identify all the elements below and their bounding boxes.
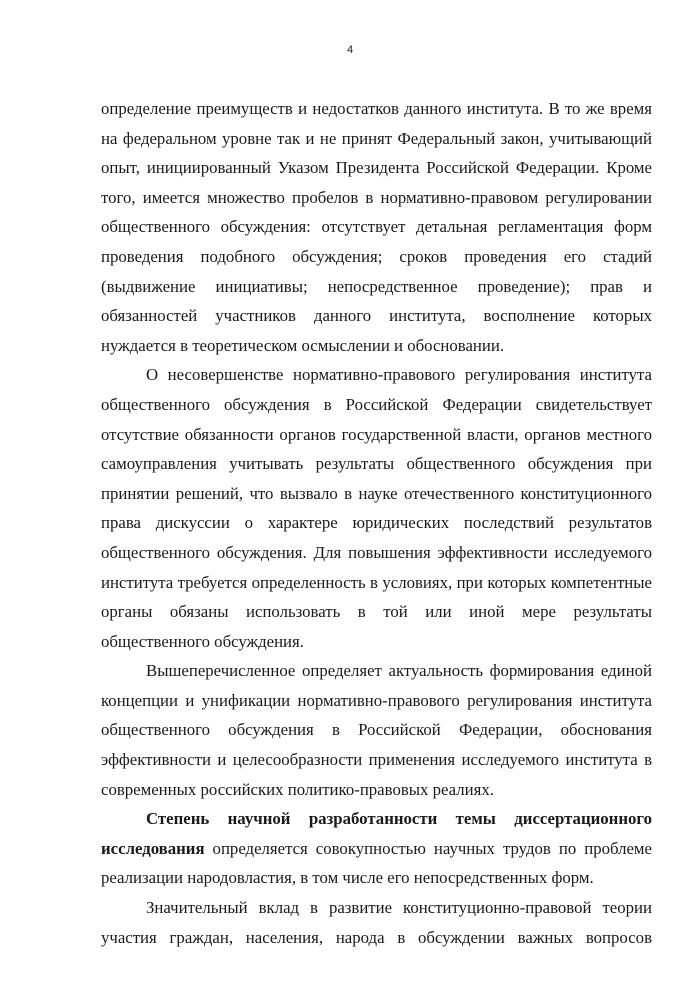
text-line: общественного обсуждения в Российской Федерации свидетельствует bbox=[101, 394, 652, 414]
text-line: современных российских политико-правовых реалиях. bbox=[101, 779, 494, 799]
text-line bbox=[101, 834, 652, 864]
section-heading-word: исследования bbox=[101, 838, 205, 858]
text-line: обязанностей участников данного института, восполнение которых bbox=[101, 306, 652, 326]
text-line: общественного обсуждения в Российской Федерации, обоснования bbox=[101, 720, 652, 740]
text-line: того, имеется множество пробелов в нормативно-правовом регулировании bbox=[101, 187, 652, 207]
text-line: Вышеперечисленное определяет актуальность формирования единой bbox=[146, 661, 652, 681]
text-line: органы обязаны использовать в той или иной мере результаты bbox=[101, 602, 652, 622]
text-line: института требуется определенность в условиях, при которых компетентные bbox=[101, 572, 652, 592]
text-line: самоуправления учитывать результаты общественного обсуждения при bbox=[101, 454, 652, 474]
text-line: на федеральном уровне так и не принят Федеральный закон, учитывающий bbox=[101, 128, 652, 148]
text-line: опыт, инициированный Указом Президента Российской Федерации. Кроме bbox=[101, 158, 652, 178]
text-line: (выдвижение инициативы; непосредственное проведение); прав и bbox=[101, 276, 652, 296]
text-line: права дискуссии о характере юридических последствий результатов bbox=[101, 513, 652, 533]
text-line: определение преимуществ и недостатков данного института. В то же время bbox=[101, 99, 652, 118]
text-line: общественного обсуждения. bbox=[101, 631, 304, 651]
page-number: 4 bbox=[346, 44, 354, 56]
text-line: О несовершенстве нормативно-правового регулирования института bbox=[146, 365, 652, 385]
text-line: нуждается в теоретическом осмыслении и обосновании. bbox=[101, 335, 505, 355]
text-line: эффективности и целесообразности применения исследуемого института в bbox=[101, 750, 652, 770]
text-line: реализации народовластия, в том числе его непосредственных форм. bbox=[101, 868, 594, 888]
text-line: общественного обсуждения. Для повышения эффективности исследуемого bbox=[101, 542, 652, 562]
text-line: отсутствие обязанности органов государственной власти, органов местного bbox=[101, 424, 652, 444]
text-line: проведения подобного обсуждения; сроков проведения его стадий bbox=[101, 246, 652, 266]
text-line-rest: определяется совокупностью научных трудов по проблеме bbox=[204, 838, 652, 858]
document-body bbox=[101, 94, 652, 952]
text-line: Значительный вклад в развитие конституционно-правовой теории bbox=[146, 898, 652, 918]
section-heading-line: Степень научной разработанности темы диссертационного bbox=[146, 809, 652, 829]
text-line: принятии решений, что вызвало в науке отечественного конституционного bbox=[101, 483, 652, 503]
text-line: участия граждан, населения, народа в обсуждении важных вопросов bbox=[101, 927, 652, 947]
text-line: концепции и унификации нормативно-правового регулирования института bbox=[101, 690, 652, 710]
text-line: общественного обсуждения: отсутствует детальная регламентация форм bbox=[101, 217, 652, 237]
